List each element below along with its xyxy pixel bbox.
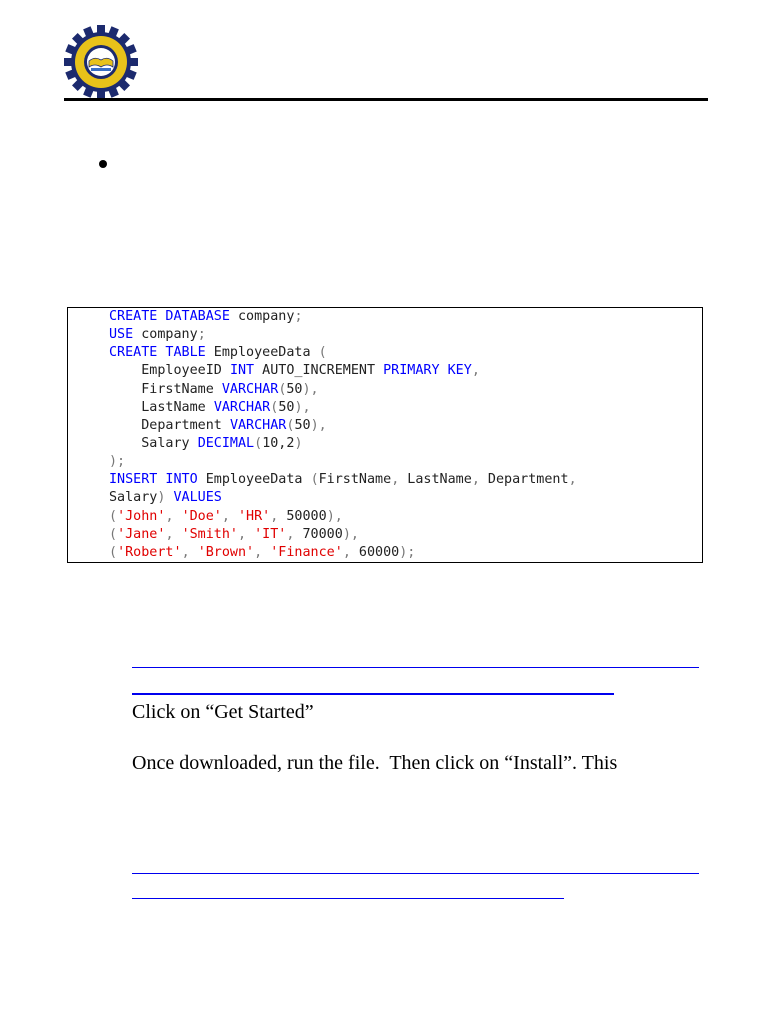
code-token: FirstName: [318, 472, 392, 488]
code-token: (: [318, 345, 327, 361]
code-token: [174, 509, 182, 524]
code-token: Salary: [109, 490, 158, 506]
code-line: [109, 362, 702, 380]
download-link-underline[interactable]: [132, 693, 614, 695]
code-token: ,: [254, 544, 263, 560]
code-token: 'Brown': [197, 544, 255, 560]
code-token: );: [109, 454, 126, 470]
code-token: LastName: [399, 472, 472, 488]
code-token: 'Robert': [117, 544, 182, 560]
code-token: ,: [286, 526, 295, 542]
code-token: ;: [294, 309, 303, 324]
code-token: FirstName: [109, 381, 222, 397]
code-token: 50: [294, 417, 311, 433]
code-token: 'John': [117, 508, 166, 524]
step-run-file: Once downloaded, run the file. Then click on “Install”. This: [132, 752, 618, 774]
code-token: DECIMAL: [197, 435, 255, 451]
code-line: [109, 417, 702, 435]
code-line: [109, 308, 702, 326]
code-line: [109, 544, 702, 562]
code-token: Department: [479, 472, 569, 488]
code-token: 70000: [294, 526, 343, 542]
code-token: ,: [568, 472, 577, 488]
code-token: INSERT INTO: [109, 472, 198, 488]
code-token: company: [229, 309, 295, 324]
code-line: [109, 344, 702, 362]
code-line: [109, 508, 702, 526]
code-token: company: [133, 327, 198, 343]
code-token: 50: [286, 381, 303, 397]
code-line: [109, 471, 702, 489]
code-token: [165, 490, 173, 505]
code-line: [109, 453, 702, 471]
code-token: CREATE DATABASE: [109, 309, 230, 324]
code-token: Department: [109, 417, 230, 433]
code-token: 50000: [278, 508, 327, 524]
code-token: (: [278, 381, 287, 397]
code-token: ,: [471, 472, 480, 488]
code-token: 10,2: [262, 435, 295, 451]
code-token: 'HR': [238, 508, 271, 524]
code-token: EmployeeData: [205, 345, 319, 361]
code-token: ,: [238, 526, 247, 542]
bullet-point: [99, 160, 107, 168]
code-token: VARCHAR: [213, 399, 271, 415]
sql-code-block: [67, 307, 703, 563]
code-token: CREATE TABLE: [109, 345, 206, 361]
code-token: );: [399, 544, 416, 560]
code-token: ,: [165, 526, 174, 542]
code-token: ;: [197, 327, 206, 343]
code-token: (: [254, 435, 263, 451]
code-token: 'Finance': [270, 544, 343, 560]
code-token: INT: [229, 363, 255, 379]
code-line: [109, 435, 702, 453]
code-token: Salary: [109, 435, 198, 451]
code-token: ),: [302, 381, 319, 397]
code-token: PRIMARY KEY: [383, 363, 472, 379]
code-token: (: [310, 472, 319, 488]
institution-gear-seal-icon: [64, 25, 138, 99]
code-line: [109, 399, 702, 417]
code-token: ,: [342, 544, 351, 560]
step-get-started: Click on “Get Started”: [132, 701, 314, 723]
code-token: (: [109, 526, 118, 542]
code-token: 60000: [350, 544, 400, 560]
code-token: ),: [342, 526, 359, 542]
code-token: [246, 527, 254, 542]
code-token: (: [286, 417, 295, 433]
code-token: [230, 509, 238, 524]
code-token: VALUES: [173, 490, 222, 506]
header-rule: [64, 98, 708, 101]
code-token: VARCHAR: [221, 381, 279, 397]
code-token: 'Smith': [181, 526, 238, 542]
code-line: [109, 489, 702, 507]
code-token: [174, 527, 182, 542]
code-token: (: [270, 399, 279, 415]
code-token: USE: [109, 327, 134, 343]
code-token: ),: [310, 417, 327, 433]
code-line: [109, 526, 702, 544]
documentation-link-underline[interactable]: [132, 898, 564, 899]
documentation-link-underline[interactable]: [132, 873, 699, 874]
code-token: ,: [391, 472, 400, 488]
code-token: ,: [165, 508, 174, 524]
code-token: [190, 545, 198, 560]
code-token: ): [294, 435, 303, 451]
code-token: EmployeeData: [197, 472, 311, 488]
code-token: ,: [270, 508, 279, 524]
code-token: ,: [181, 544, 190, 560]
code-token: (: [109, 544, 118, 560]
code-token: ),: [294, 399, 311, 415]
code-token: AUTO_INCREMENT: [254, 363, 384, 379]
code-token: ),: [326, 508, 343, 524]
code-token: 'Jane': [117, 526, 166, 542]
code-token: VARCHAR: [229, 417, 287, 433]
code-token: ): [157, 490, 166, 506]
code-token: 'Doe': [181, 508, 222, 524]
download-link-underline[interactable]: [132, 667, 699, 668]
code-token: ,: [471, 363, 480, 379]
code-line: [109, 326, 702, 344]
code-token: 'IT': [254, 526, 287, 542]
code-token: EmployeeID: [109, 363, 230, 379]
code-line: [109, 381, 702, 399]
code-token: (: [109, 508, 118, 524]
code-token: ,: [221, 508, 230, 524]
code-token: LastName: [109, 399, 214, 415]
code-token: 50: [278, 399, 295, 415]
